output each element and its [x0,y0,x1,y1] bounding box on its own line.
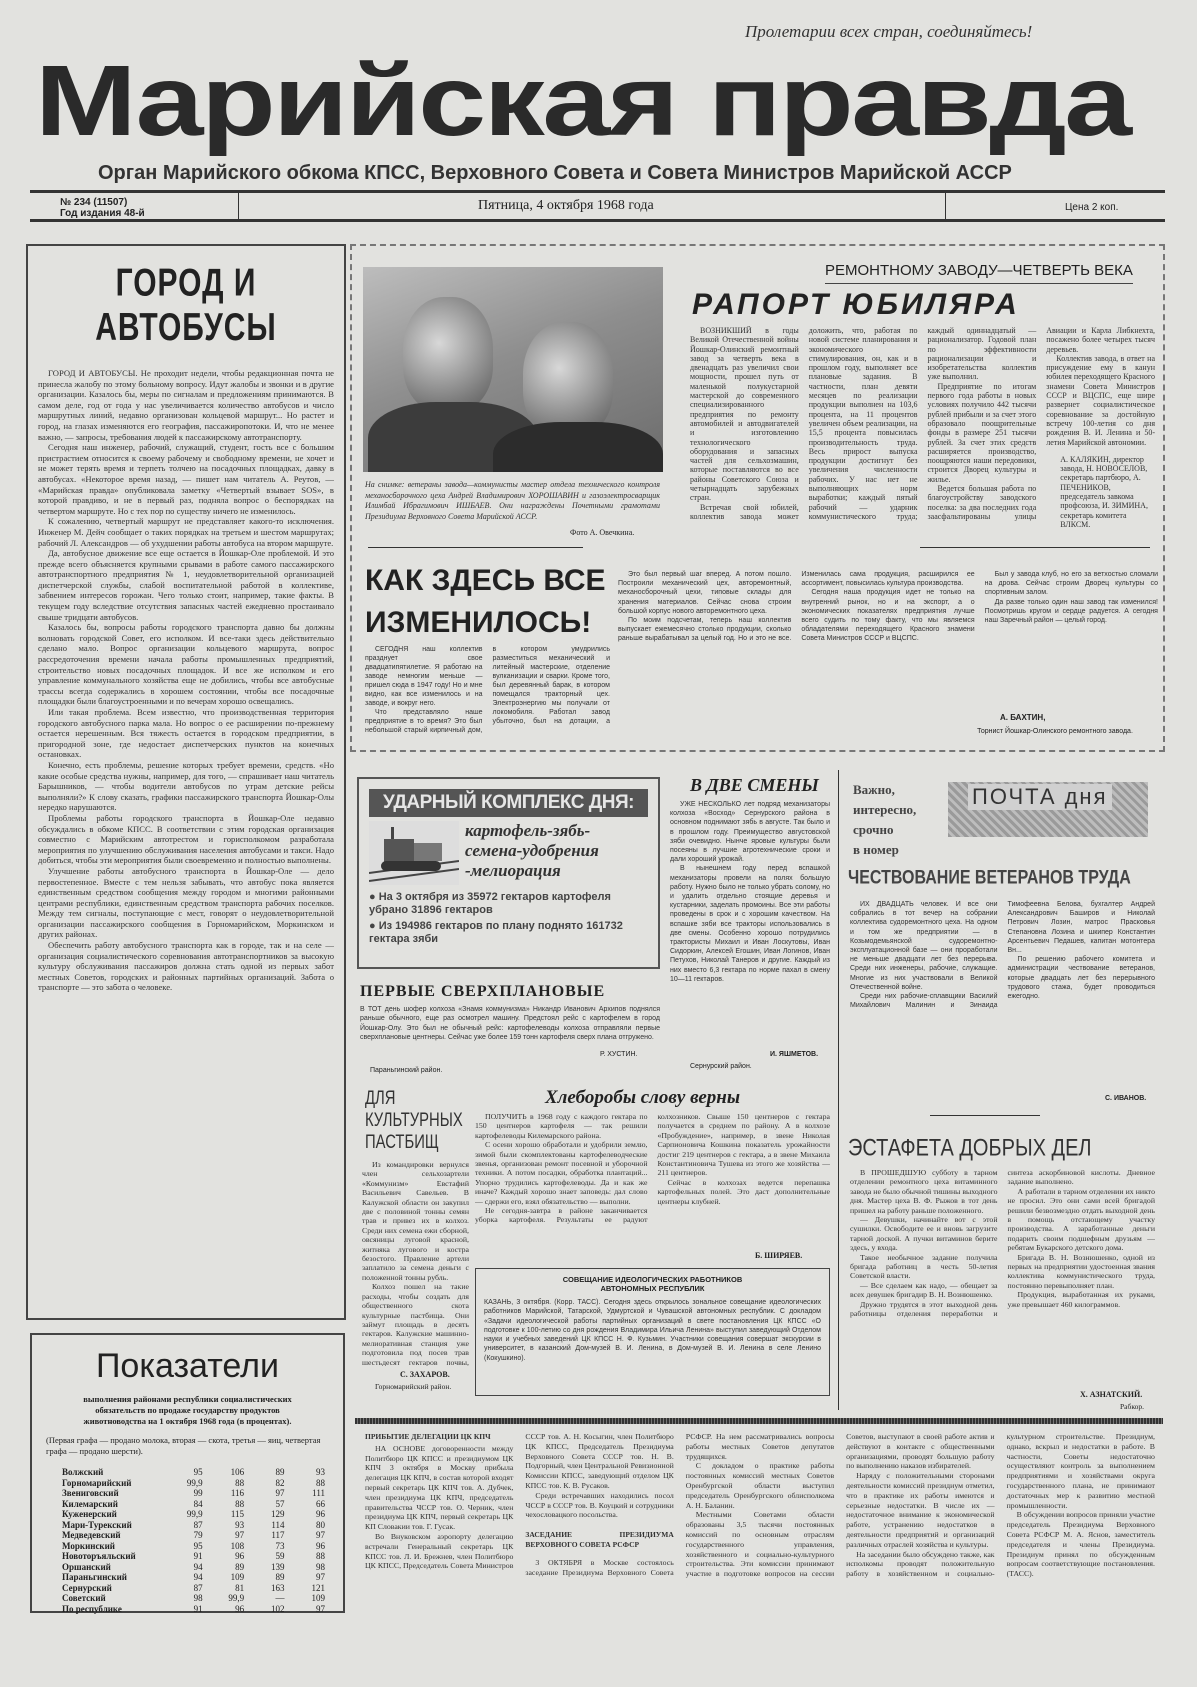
percent-value: 109 [230,1572,245,1582]
percent-value: 93 [235,1519,245,1530]
paragraph: Обеспечить работу автобусного транспорта как в городе, так и на селе — организация социалистического соревнования автотранспортников за высокую культуру обслуживания пассажиров должна стать одной из первых забот местных Советов, городских и районных партийных организаций. Забота о транспорте — это забота о человеке. [38,940,334,993]
paragraph: Бригада В. Н. Вознюшенко, одной из первых на предприятии удостоенная звания коллектива коммунистического труда, постоянно перевыполняет план. [1007,1252,1155,1290]
indicators-row [58,1541,329,1552]
paragraph: Во Внуковском аэропорту делегацию встречали Генеральный секретарь ЦК КПСС тов. Л. И. Брежнев, член Политбюро ЦК КПСС, Председатель Совета Министров СССР тов. А. Н. Косыгин, член Политбюро ЦК КПСС, Председатель Президиума Верховного Совета СССР тов. Н. В. Подгорный, член Центральной Ревизионной Комиссии КПСС, заведующий отделом ЦК КПСС тов. К. В. Русаков. [365,1432,674,1571]
indicators-table-box [30,1333,345,1613]
mail-teaser [853,780,916,860]
paragraph: Из командировки вернулся член сельхозартели «Коммунизм» Евстафий Васильевич Савельев. В Калужской области он закупил две с половиной тонны семян трав и привез их в колхоз. Среди них семена ежи сборной, овсяницы луговой красной, житняка лугового и костра безостого. Правление артели заплатило за семена деньги с положенной тонны рубль. [362,1160,469,1282]
paragraph: Улучшение работы автобусного транспорта в Йошкар-Оле — дело первостепенное. Вместе с тем нельзя забывать, что автобус пока является единственным средством сообщения между городом и многими районными центрами республики, единственным средством транспорта рабочих поселков. Между тем сигналы, поступающие с мест, говорят о неудовлетворительной организации пассажирского сообщения в Горномарийском, Моркинском и других районах. [38,865,334,940]
veterans-signature: С. ИВАНОВ. [1105,1095,1147,1102]
veterans-body [850,900,1155,1088]
paragraph: Это был первый шаг вперед. А потом пошло. Построили механический цех, авторемонтный, механосборочный цехи, типовые склады для хранения материалов. Сейчас снова строим большой корпус нового авторемонтного цеха. [618,571,792,615]
slogan-line: -мелиорация [465,861,561,880]
percent-value: 88 [316,1551,325,1561]
paragraph: В обсуждении вопросов приняли участие председатель Президиума Верховного Совета РСФСР М. А. Яснов, заместитель председателя и члены Президиума. Президиум принял по обсужденным вопросам соответствующие постановления. (ТАСС). [1006,1510,1155,1579]
changed-title: КАК ЗДЕСЬ ВСЕ ИЗМЕНИЛОСЬ! [365,564,606,639]
percent-value: 88 [316,1477,325,1488]
percent-value: 96 [235,1603,245,1614]
mail-line: в номер [853,842,899,857]
percent-value: 87 [193,1519,203,1530]
indicators-row [58,1583,329,1594]
percent-value: 106 [230,1467,245,1477]
pastures-body [362,1160,469,1366]
paragraph: ИХ ДВАДЦАТЬ человек. И все они собрались в тот вечер на собрании коллектива судоремонтного цеха. На одном и том же предприятии — в Козьмодемьянской судоремонтно-эксплуатационной базе — они проработали не меньше двадцати лет без перерыва. Среди них инженеры, рабочие, служащие. Многие из них участвовали в Великой Отечественной войне. [850,901,998,991]
relay-body [850,1168,1155,1384]
photo-credit: Фото А. Овечкина. [570,528,635,537]
paragraph: Проблемы работы городского транспорта в Йошкар-Оле недавно обсуждались в обкоме КПСС. В соответствии с этим городская организация совместно с Марийским автотрестом и горисполкомом разработала мероприятия по улучшению обслуживания населения автобусами и такси. Надо добиться, чтобы эти мероприятия были своевременно и полностью выполнены. [38,812,334,866]
jubilee-signature: А. КАЛЯКИН, директор завода, Н. НОВОСЕЛОВ, секретарь партбюро, А. ПЕЧЕНИКОВ, председатель завкома профсоюза, И. ЗИМИНА, секретарь комитета ВЛКСМ. [1060,454,1148,529]
slogan-line: картофель-зябь- [465,821,591,840]
district-name: Куженерский [62,1509,117,1519]
indicators-row [58,1499,329,1510]
percent-value: 87 [193,1582,203,1593]
first-over-plan-title: ПЕРВЫЕ СВЕРХПЛАНОВЫЕ [360,983,606,1000]
indicators-table [58,1467,329,1614]
changed-body-rest [618,570,1158,708]
strike-complex-slogan [465,821,599,885]
veterans-title: ЧЕСТВОВАНИЕ ВЕТЕРАНОВ ТРУДА [848,868,1131,889]
two-shifts-signature: И. ЯШМЕТОВ. [770,1051,819,1058]
paragraph: Не сегодня-завтра в районе заканчивается уборка картофеля. Результаты ее радуют колхозников. Свыше 150 центнеров с гектара получается в среднем по району. А в колхозе «Пробуждение», например, в звене Николая Сарпионовича Кошкина показатель урожайности достиг 219 центнеров с гектара, а в звене Михаила Константиновича Тушева из этого же хозяйства — 211 центнеров. [475,1112,830,1225]
paragraph: Дружно трудятся в этот выходной день работницы отделения переработки и синтеза аскорбиновой кислоты. Дневное задание выполнено. [850,1168,1155,1319]
district-name: Горномарийский [62,1477,132,1488]
relay-signature: Х. АЗНАТСКИЙ. [1080,1390,1143,1399]
district-name: Мари-Турекский [62,1519,132,1530]
publication-year: Год издания 48-й [60,208,145,219]
paragraph: С осени хорошо обработали и удобрили землю, зимой были скомплектованы картофелеводческие звенья, организован ремонт посевной и уборочной техники. А потом посадки, обработка плантаций... Упорно трудились картофелеводы. Да и как же иначе? Каждый хорошо знает заповедь: дал слово — сдержи его, взял обязательство — выполни. [475,1140,648,1206]
district-name: Новоторъяльский [62,1551,136,1561]
mail-line: интересно, [853,802,917,817]
paragraph: УЖЕ НЕСКОЛЬКО лет подряд механизаторы колхоза «Восход» Сернурского района в основном поднимают зябь в августе. Так было и в прошлом году. Преимущество августовской зяби очевидно. Нынче яровые культуры были посеяны в лучшие агротехнические сроки и дали хороший урожай. [670,801,830,864]
paragraph: Наряду с положительными сторонами деятельности комиссий президиум отметил, что в практике их работы имеются и серьезные недостатки. В числе их — недостаточное внимание к экономической работе, устранению недостатков в деятельности предприятий и организаций различных отраслей хозяйства и культуры. [846,1471,995,1549]
percent-value: 91 [193,1603,203,1614]
newspaper-title: Марийская правда [35,45,1130,157]
paragraph: Казалось бы, вопросы работы городского транспорта давно бы должны волновать городской Совет, его исполком. И все-таки здесь действительно сделано мало. Вопрос организации кольцевого маршрута, вопрос рассредоточения времени начала работы промышленных предприятий, строительство новых посадочных площадок. И все же исполком и его управление коммунального хозяйства еще не добились, чтобы все автобусные трассы всегда содержались в хорошем состоянии, чтобы все посадочные площадки были благоустроенными и по вечерам хорошо освещались. [38,622,334,707]
paragraph: Да, автобусное движение все еще остается в Йошкар-Оле проблемой. И это прежде всего объясняется крупными срывами в работе самого пассажирского автотранспортного предприятия № 1, неудовлетворительной организацией диспетчерской службы, слабой воспитательной работой в коллективе, забвением интересов горожан. Чего только стоит, например, такие факты. В текущем году вследствие отсутствия запасных частей ежедневно простаивало свыше тридцати автобусов. [38,548,334,622]
percent-value: 79 [193,1530,203,1540]
percent-value: 80 [316,1519,325,1530]
issue-number [60,197,145,219]
percent-value: 115 [230,1509,245,1519]
divider [238,193,239,219]
paragraph: В ПРОШЕДШУЮ субботу в тарном отделении ремонтного цеха витаминного завода не было обычной тишины выходного дня. Мастер цеха В. Ф. Рыжов в тот день пришел на работу раньше положенного. [850,1168,998,1215]
masthead-motto: Пролетарии всех стран, соединяйтесь! [745,22,1033,41]
column-divider [838,770,839,1410]
percent-value: 129 [271,1509,285,1519]
relay-title: ЭСТАФЕТА ДОБРЫХ ДЕЛ [848,1135,1092,1162]
pastures-title: ДЛЯ КУЛЬТУРНЫХ ПАСТБИЩ [365,1088,463,1153]
farmers-title: Хлеборобы слову верны [545,1087,741,1108]
percent-value: 94 [193,1572,203,1582]
indicators-row [58,1572,329,1583]
changed-body-start [365,645,610,743]
percent-value: 102 [271,1603,285,1614]
slogan-line: семена-удобрения [465,841,599,860]
paragraph: Конечно, есть проблемы, решение которых требует времени, средств. «Но какие особые средства нужны, например, для того, — спрашивает наш читатель Барышников, — чтобы водители автобусов по утрам детские рейсы выполняли?» К слову сказать, графики пассажирского транспорта Йошкар-Олы нередко нарушаются. [38,759,334,813]
percent-value: 98 [193,1593,203,1603]
strike-complex-banner: УДАРНЫЙ КОМПЛЕКС ДНЯ: [369,789,648,817]
paragraph: Сегодня наш инженер, рабочий, служащий, студент, гость все с большим пристрастием относится к своему рабочему и свободному времени, не хочет и не может терять время и терпеть толчею на посадочных площадках, давку в автобусах. «Некоторое время назад, — пишет нам читатель А. Реутов, — «Марийская правда» опубликовала заметку «Четвертый взывает SOS», в которой правдиво, и не в первый раз, подняла вопрос о беспорядках на четвертом маршруте. Но с тех пор по существу ничего не изменилось. [38,442,334,516]
percent-value: — [275,1593,285,1603]
percent-value: 97 [316,1530,325,1540]
percent-value: 81 [235,1582,245,1593]
bullet-item: ● Из 194986 гектаров по плану поднято 161732 гектара зяби [369,920,623,945]
percent-value: 95 [193,1467,203,1477]
meeting-box [475,1268,830,1396]
paragraph: По моим подсчетам, теперь наш коллектив выпускает ежемесячно столько продукции, сколько раньше вырабатывал за целый год. Но и это не все. Изменилась сама продукция, расширился ее ассортимент, повысилась культура производства. [618,571,975,643]
farmers-signature: Б. ШИРЯЕВ. [755,1251,803,1260]
paragraph: А работали в тарном отделении их никто не просил. Это они сами всей бригадой решили безвозмездно отдать выходной день в помощь отстающему участку производства. А заработанные деньги подарить своим подшефным друзьям — ребятам Букарского детского дома. [1007,1186,1155,1253]
percent-value: 95 [193,1540,203,1551]
paragraph: Среди встречавших находились посол ЧССР в СССР тов. В. Коуцкий и сотрудники чехословацкого посольства. [525,1490,674,1520]
percent-value: 89 [235,1561,245,1572]
paragraph: ПОЛУЧИТЬ в 1968 году с каждого гектара по 150 центнеров картофеля — так решили картофелеводы Килемарского района. [475,1112,648,1140]
paragraph: В нынешнем году перед вспашкой механизаторы провели на полях большую работу. Нужно было не только убрать солому, но и удалить отдельно стоящие деревья и кустарники, заделать промоины. Все эти работы проведены в срок и с хорошим качеством. На вспашке зяби все тракторы использовались в две смены. Особенно хорошо потрудились трактористы Михаил и Иван Лоскутовы, Иван Сидоркин, Алексей Егошин, Иван Логинов, Иван Петухов, Николай Танеров и другие. Каждый из них вместо 6,3 гектара по норме пахал в смену 10—11 гектаров. [670,865,830,983]
indicators-row [58,1467,329,1478]
indicators-note: (Первая графа — продано молока, вторая — скота, третья — яиц, четвертая графа — продано шерсти). [46,1435,321,1456]
indicators-row [58,1530,329,1541]
paragraph: 3 ОКТЯБРЯ в Москве состоялось заседание Президиума Верховного Совета РСФСР. На нем рассматривались вопросы работы местных Советов депутатов трудящихся. [525,1432,835,1577]
percent-value: 163 [271,1582,285,1593]
percent-value: 97 [275,1488,285,1498]
paragraph: С докладом о практике работы постоянных комиссий местных Советов Оренбургской области выступил председатель Оренбургского облисполкома А. Н. Баланин. [685,1461,835,1510]
indicators-row [58,1488,329,1499]
percent-value: 99,9 [186,1509,203,1519]
meeting-title: СОВЕЩАНИЕ ИДЕОЛОГИЧЕСКИХ РАБОТНИКОВ АВТОНОМНЫХ РЕСПУБЛИК [562,1275,743,1293]
divider [30,219,1165,222]
first-over-plan-signature: Р. ХУСТИН. [600,1051,638,1058]
percent-value: 121 [311,1582,325,1593]
paragraph: Колхоз пошел на такие расходы, чтобы создать для общественного скота культурные пастбища. Они займут площадь в десять гектаров. Калужские машинно-мелиоративная станция уже подготовила под посев трав шестьдесят гектаров почвы, [362,1282,469,1366]
tractor-icon [369,821,459,885]
percent-value: 99,9 [186,1477,203,1488]
percent-value: 82 [275,1477,285,1488]
indicators-row [58,1562,329,1573]
indicators-title: Показатели [95,1347,280,1385]
indicators-row [58,1604,329,1615]
district-name: Килемарский [62,1498,118,1509]
percent-value: 96 [316,1540,325,1551]
paragraph: Сегодня наша продукция идет не только на внутренний рынок, но и на экспорт, а о экономических показателях предприятия лучше всего судить по тому факту, что мы являемся обладателями переходящего Красного знамени Совета Министров СССР и ВЦСПС. [801,589,975,643]
paragraph: Местными Советами области образованы 3,5 тысячи постоянных комиссий по основным отраслям государственного управления, хозяйственного и социально-культурного строительства. Эти комиссии принимают участие в подготовке вопросов на сессии Советов, выступают в своей работе актив и действуют в контакте с общественными организациями, проводят большую работу по выполнению наказов избирателей. [685,1432,995,1579]
district-name: По республике [62,1603,122,1614]
percent-value: 99,9 [228,1593,245,1603]
editorial-article [26,244,346,1320]
paragraph: Был у завода клуб, но его за ветхостью сломали на дрова. Сейчас строим Дворец культуры со спортивным залом. [984,571,1158,597]
indicators-row [58,1551,329,1562]
percent-value: 97 [316,1603,325,1614]
paragraph: Сейчас в колхозах ведется перепашка картофельных полей. Это даст дополнительные центнеры клубней. [657,1177,830,1206]
percent-value: 139 [271,1561,285,1572]
divider [30,190,1165,193]
strike-complex-box [357,777,660,969]
percent-value: 66 [316,1498,325,1509]
presidium-title: ЗАСЕДАНИЕ ПРЕЗИДИУМА ВЕРХОВНОГО СОВЕТА РСФСР [525,1530,674,1549]
paragraph: Коллектив завода, в ответ на присуждение ему в канун юбилея переходящего Красного знамени Совета Министров СССР и ВЦСПС, еще шире развернет социалистическое соревнование за достойную встречу 100-летия со дня рождения В. И. Ленина и 50-летия Марийской автономии. [1046,353,1155,447]
photo-caption: На снимке: ветераны завода—коммунисты мастер отдела технического контроля механосборочного цеха Андрей Владимирович ХОРОШАВИН и газоэлектросварщик Илимбай Ибрагимович ИШБАЕВ. Они награждены Почетными грамотами Президиума Верховного Совета Марийской АССР. [365,480,660,521]
paragraph: К сожалению, четвертый маршрут не представляет какого-то исключения. Инженер М. Дейч сообщает о таких порядках на третьем и шестом маршрутах; рабочий Л. Александров — об ухудшении работы автобуса на втором маршруте. [38,516,334,548]
section-divider [355,1418,1163,1424]
changed-signature: А. БАХТИН, [1000,713,1046,722]
indicators-row [58,1593,329,1604]
editorial-body [38,368,334,1328]
farmers-body [475,1112,830,1244]
first-over-plan-body: В ТОТ день шофер колхоза «Знамя коммунизма» Никандр Иванович Архипов поднялся раньше обычного, еще раз осмотрел машину. Предстоял рейс с картофелем в город Йошкар-Олу. Это был не обычный рейс: картофелеводы колхоза отправляли первые сверхплановые центнеры. Сейчас уже более 159 тонн картофеля сверх плана отгружено. [360,1006,660,1041]
two-shifts-place: Сернурский район. [690,1063,752,1070]
paragraph: Да разве только один наш завод так изменился! Посмотришь кругом и сердце радуется. А сегодня наш Заречный район — целый город. [984,598,1158,625]
percent-value: 109 [311,1593,325,1603]
indicators-row [58,1520,329,1531]
mail-of-day-logo: ПОЧТА дня [948,782,1148,837]
jubilee-body [690,326,1155,536]
price: Цена 2 коп. [1065,202,1119,213]
paragraph: Среди них рабочие-сплавщики Василий Михайлович Малинин и Зинаида Тимофеевна Белова, бухгалтер Андрей Александрович Баширов и Николай Петрович Лозин, матрос Прасковья Степановна Лозина и шкипер Константин Арсентьевич Педашев, капитан мотонтера Вн... [850,901,1155,1010]
percent-value: 98 [316,1561,325,1572]
paragraph: ВОЗНИКШИЙ в годы Великой Отечественной войны Йошкар-Олинский ремонтный завод за четверть века в двенадцать раз увеличил свои мощности, прошел путь от маленькой полукустарной мастерской до современного специализированного предприятия по ремонту автомобилей и автодвигателей и изготовлению технологического оборудования и запасных частей для сельхозмашин, которые поставляются во все районы Советского Союза и четырнадцать зарубежных стран. [690,326,799,503]
editorial-title: ГОРОД И АВТОБУСЫ [95,261,277,349]
percent-value: 88 [235,1477,245,1488]
divider [920,547,1150,548]
mail-line: Важно, [853,782,895,797]
percent-value: 96 [235,1551,245,1561]
percent-value: 99 [193,1488,203,1498]
issue-number-text: № 234 (11507) [60,197,128,208]
paragraph: — Девушки, начинайте вот с этой сушилки. Освободите ее и вновь загрузите тарной доской. А пучки витаминов берите здесь, у входа. [850,1215,998,1253]
paragraph: НА ОСНОВЕ договоренности между Политбюро ЦК КПСС и президиумом ЦК КПЧ 3 октября в Москву прибыла делегация ЦК КПЧ, в состав которой входят первый секретарь ЦК КПЧ тов. А. Дубчек, член президиума ЦК КПЧ, председатель правительства ЧССР тов. О. Черник, член президиума ЦК КПЧ, первый секретарь ЦК КП Словакии тов. Г. Гусак. [365,1443,514,1532]
percent-value: 111 [312,1488,325,1498]
delegation-title: ПРИБЫТИЕ ДЕЛЕГАЦИИ ЦК КПЧ [365,1432,491,1441]
divider [368,547,583,548]
percent-value: 84 [193,1498,203,1509]
percent-value: 116 [230,1488,245,1498]
jubilee-title: РАПОРТ ЮБИЛЯРА [692,288,1020,321]
percent-value: 117 [271,1530,285,1540]
percent-value: 89 [275,1572,285,1582]
pastures-signature: С. ЗАХАРОВ. [400,1370,450,1379]
two-shifts-title: В ДВЕ СМЕНЫ [690,775,819,795]
percent-value: 73 [275,1540,285,1551]
veterans-photo [363,267,663,472]
percent-value: 114 [271,1519,285,1530]
district-name: Параньгинский [62,1572,127,1582]
percent-value: 94 [193,1561,203,1572]
divider [930,1115,1040,1116]
two-shifts-body [670,800,830,1048]
paragraph: — Все сделаем как надо, — обещает за всех девушек бригадир В. Н. Вознюшенко. [850,1280,998,1300]
percent-value: 57 [275,1498,285,1509]
paragraph: Ведется большая работа по благоустройству заводского поселка: за два последних года заасфальтированы улицы Авиации и Карла Либкнехта, посажено более четырех тысяч деревьев. [927,326,1155,521]
indicators-subtitle: выполнения районами республики социалистических обязательств по продаже государству продуктов животноводства на 1 октября 1968 года (в процентах). [83,1394,292,1426]
percent-value: 93 [316,1467,325,1477]
paragraph: Встречая свой юбилей, коллектив завода может доложить, что, работая по новой системе планирования и экономического стимулирования, он, как и в прошлом году, выполняет все плановые задания. В частности, план девяти месяцев по реализации продукции выполнен на 103,6 процента, на 11 процентов увеличен объем реализации, на 15,5 процента повысилась производительность труда. Весь прирост выпуска продукции достигнут без увеличения численности рабочих. У нас нет не выполняющих норм выработки; каждый пятый рабочий — ударник коммунистического труда; каждый одиннадцатый — рационализатор. Годовой план по эффективности рационализации и изобретательства коллектив уже выполнил. [690,326,1037,521]
percent-value: 89 [275,1467,285,1477]
paragraph: ГОРОД И АВТОБУСЫ. Не проходит недели, чтобы редакционная почта не принесла жалобу по этому больному вопросу. Идут жалобы и звонки и в другие организации. Казалось бы, меры по сигналам и предложениям принимаются. В самом деле, год от года у нас увеличивается количество автобусов и число маршрутных линий, недавно организован кольцевой маршрут... Но растет и город, на глазах изменяются его география, пассажиропотоки. И, что не менее важно, — запросы, требования людей к пассажирскому автотранспорту. [38,368,334,442]
strike-complex-bullets [369,891,648,946]
district-name: Советский [62,1593,106,1603]
indicators-row [58,1478,329,1489]
district-name: Волжский [62,1467,104,1477]
percent-value: 97 [316,1572,325,1582]
paragraph: Предприятие по итогам первого года работы в новых условиях получило 442 тысячи рублей прибыли и за счет этого образовало поощрительные фонды в размере 251 тысячи рублей. За счет этих средств расширяется производство, поощряются наши передовики, строится Дворец культуры и жилье. [927,381,1037,484]
paragraph: Или такая проблема. Всем известно, что производственная территория городского автобусного парка мала. Но вопрос о ее расширении по-прежнему остается нерешенным. Вся тяжесть остается в городском предприятии, в пригородной зоне, где недостает диспетчерских пунктов на конечных остановках. [38,707,334,760]
jubilee-kicker: РЕМОНТНОМУ ЗАВОДУ—ЧЕТВЕРТЬ ВЕКА [825,262,1133,284]
bottom-news [365,1432,1155,1687]
percent-value: 91 [193,1551,203,1561]
district-name: Звениговский [62,1488,119,1498]
district-name: Моркинский [62,1540,115,1551]
paragraph: По решению рабочего комитета и администрации чествование ветеранов, которые двадцать лет без перерывного трудового стажа, будет проводиться ежегодно. [1007,956,1155,1001]
paragraph: На заседании было обсуждено также, как исполкомы проводят положительную работу в хозяйственном и социально-культурном строительстве. Президиум, однако, вскрыл и недостатки в работе. В частности, Советы недостаточно осуществляют контроль за выполнением предприятиями и хозяйствами округа государственного плана, не принимают достаточных мер к развитию местной промышленности. [846,1432,1155,1579]
percent-value: 96 [316,1509,325,1519]
district-name: Медведевский [62,1530,121,1540]
first-over-plan-place: Параньгинский район. [370,1067,443,1074]
meeting-body: КАЗАНЬ, 3 октября. (Корр. ТАСС). Сегодня здесь открылось зональное совещание идеологических работников Марийской, Татарской, Удмуртской и Чувашской автономных республик. С докладом «Задачи идеологической работы партийных организаций в свете постановления ЦК КПСС «О подготовке к 100-летию со дня рождения Владимира Ильича Ленина» выступил заведующий Отделом науки и учебных заведений ЦК КПСС Н. Ф. Кузьмин. Участники совещания совершат экскурсии в университет, в казанский Дом-музей В. И. Ленина, в Дом-музей В. И. Ленина в селе Ленино (Кокушкино). [484,1299,821,1362]
percent-value: 108 [230,1540,245,1551]
issue-date: Пятница, 4 октября 1968 года [478,198,654,213]
percent-value: 97 [235,1530,245,1540]
relay-role: Рабкор. [1120,1402,1144,1411]
pastures-place: Горномарийский район. [375,1382,452,1391]
indicators-row [58,1509,329,1520]
paragraph: Такое необычное задание получила бригада работниц в честь 50-летия Советской власти. [850,1252,998,1281]
district-name: Оршанский [62,1561,111,1572]
changed-signature-role: Торнист Йошкар-Олинского ремонтного завода. [977,728,1133,735]
masthead-subtitle: Орган Марийского обкома КПСС, Верховного Совета и Совета Министров Марийской АССР [98,162,1012,184]
district-name: Сернурский [62,1582,112,1593]
percent-value: 59 [275,1551,285,1561]
mail-line: срочно [853,822,894,837]
bullet-item: ● На 3 октября из 35972 гектаров картофеля убрано 31896 гектаров [369,891,611,916]
divider [945,193,946,219]
percent-value: 88 [235,1498,245,1509]
paragraph: СЕГОДНЯ наш коллектив празднует свое двадцатипятилетие. Я работаю на заводе немногим меньше — пришел сюда в 1947 году! Но и мне видно, как все изменилось и на заводе, и вокруг него. [365,646,483,707]
paragraph: Что представляло наше предприятие в то время? Это был небольшой старый кирпичный дом, в котором умудрились разместиться механический и литейный мастерские, отделение вулканизации и сварки. Кроме того, был деревянный барак, в котором помещался тракторный цех. Электроэнергию мы получали от локомобиля. Работал завод убыточно, был на дотации, а [365,646,610,734]
paragraph: Продукция, выработанная их руками, уже превышает 460 килограммов. [1007,1290,1155,1309]
